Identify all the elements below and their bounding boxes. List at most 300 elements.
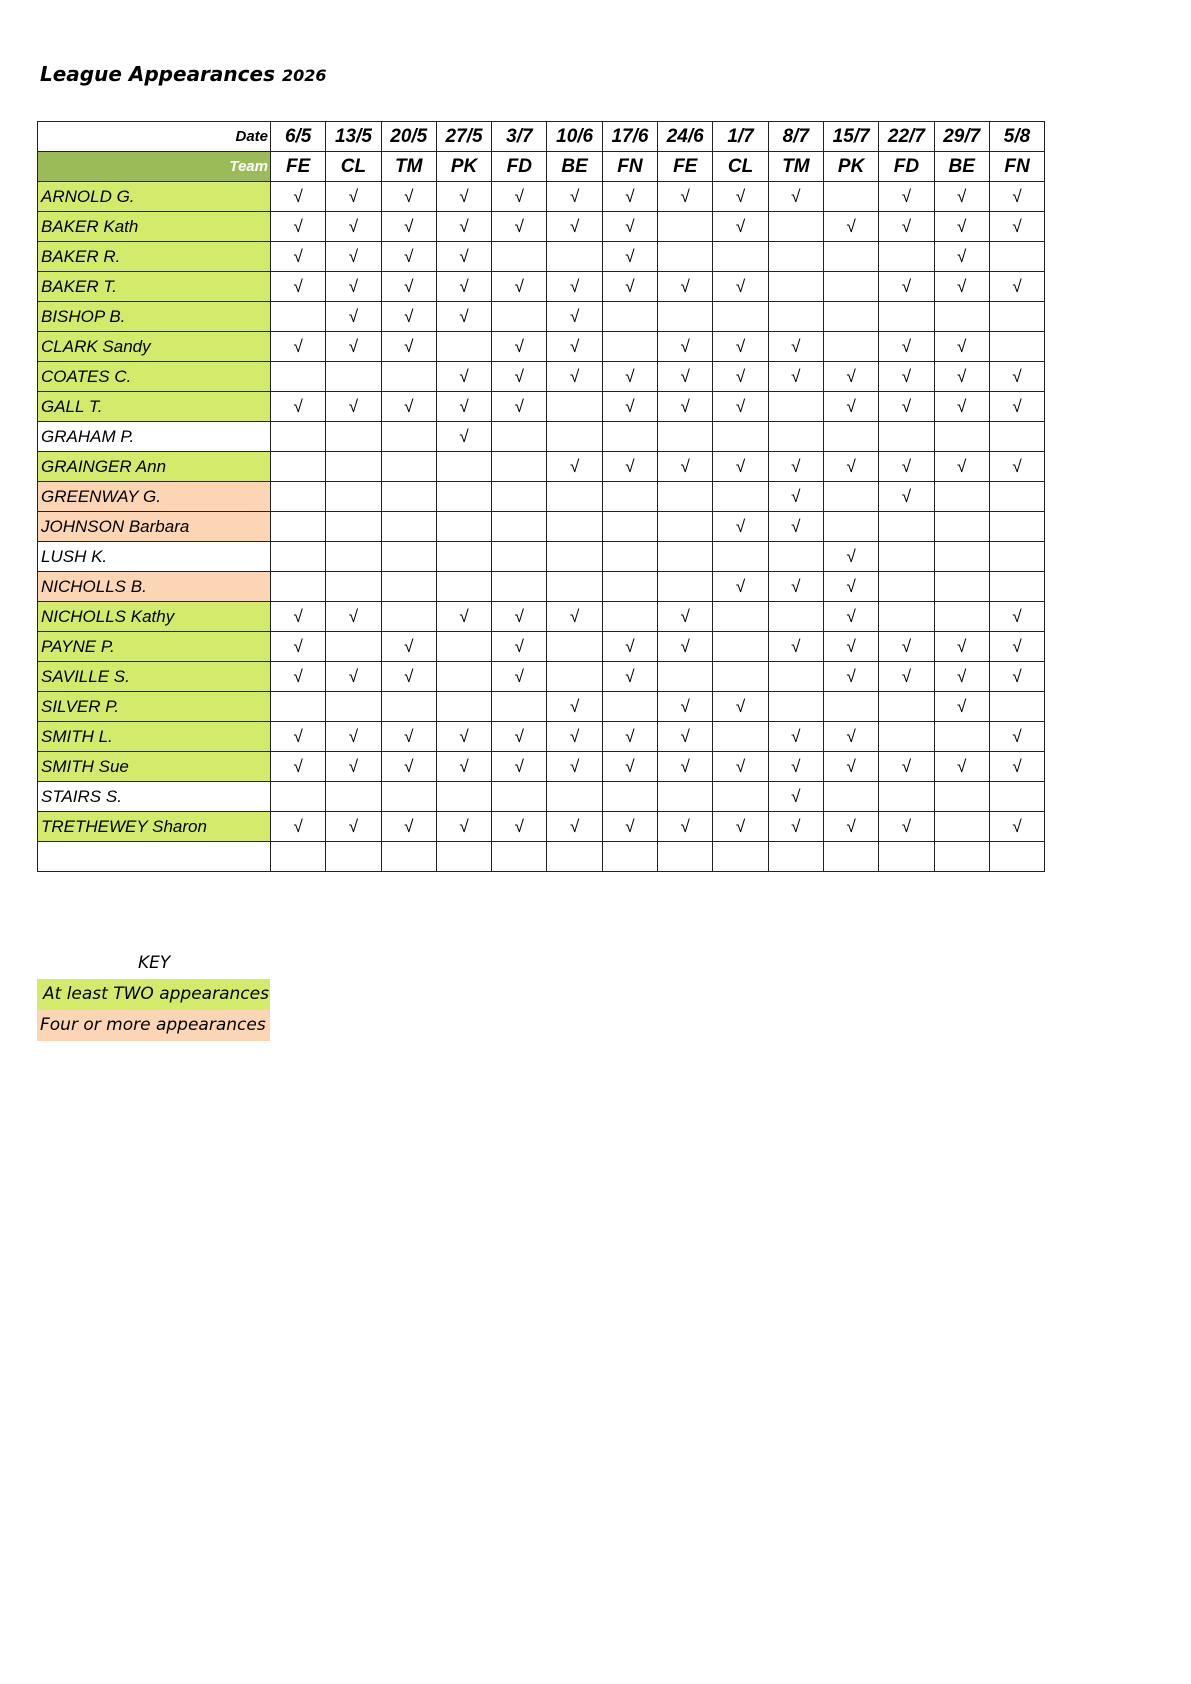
appearance-cell <box>713 782 768 812</box>
appearance-cell: √ <box>823 602 878 632</box>
appearance-cell <box>823 272 878 302</box>
appearance-cell: √ <box>934 242 989 272</box>
appearance-cell: √ <box>492 602 547 632</box>
appearance-cell <box>547 782 602 812</box>
appearance-cell <box>326 512 381 542</box>
appearance-cell: √ <box>492 182 547 212</box>
appearance-cell <box>326 842 381 872</box>
appearance-cell: √ <box>547 692 602 722</box>
appearance-cell: √ <box>326 752 381 782</box>
appearance-cell: √ <box>879 452 934 482</box>
appearance-cell <box>326 422 381 452</box>
appearance-cell <box>934 842 989 872</box>
appearance-cell: √ <box>547 362 602 392</box>
date-header: 1/7 <box>713 122 768 152</box>
appearance-cell: √ <box>713 812 768 842</box>
appearance-cell <box>602 542 657 572</box>
appearance-cell <box>381 602 436 632</box>
appearance-cell: √ <box>658 452 713 482</box>
appearance-cell <box>658 782 713 812</box>
player-name: STAIRS S. <box>38 782 271 812</box>
appearance-cell: √ <box>381 722 436 752</box>
appearance-cell <box>713 242 768 272</box>
appearance-cell <box>602 782 657 812</box>
date-label: Date <box>38 122 271 152</box>
player-name: BAKER R. <box>38 242 271 272</box>
player-name: GALL T. <box>38 392 271 422</box>
appearance-cell: √ <box>436 212 491 242</box>
appearance-cell <box>492 242 547 272</box>
appearance-cell <box>602 842 657 872</box>
appearance-cell <box>989 242 1044 272</box>
appearance-cell <box>879 782 934 812</box>
appearance-cell: √ <box>989 212 1044 242</box>
date-header: 29/7 <box>934 122 989 152</box>
appearance-cell: √ <box>602 722 657 752</box>
date-header: 6/5 <box>271 122 326 152</box>
appearance-cell: √ <box>934 752 989 782</box>
appearance-cell <box>989 572 1044 602</box>
appearance-cell <box>934 422 989 452</box>
appearance-cell <box>271 302 326 332</box>
appearance-cell <box>326 692 381 722</box>
appearance-cell <box>436 572 491 602</box>
appearance-cell <box>271 692 326 722</box>
appearance-cell <box>658 242 713 272</box>
table-row <box>38 752 1045 782</box>
appearance-cell: √ <box>271 242 326 272</box>
appearance-cell: √ <box>879 632 934 662</box>
table-row <box>38 332 1045 362</box>
appearance-cell <box>381 422 436 452</box>
appearance-cell <box>989 542 1044 572</box>
appearance-cell <box>658 482 713 512</box>
appearance-cell <box>492 302 547 332</box>
appearance-cell <box>934 512 989 542</box>
appearance-cell <box>879 842 934 872</box>
player-name: BAKER T. <box>38 272 271 302</box>
appearance-cell <box>547 842 602 872</box>
appearance-cell: √ <box>326 182 381 212</box>
appearance-cell: √ <box>381 302 436 332</box>
player-name: COATES C. <box>38 362 271 392</box>
appearance-cell: √ <box>492 332 547 362</box>
table-row <box>38 692 1045 722</box>
appearance-cell: √ <box>547 302 602 332</box>
appearance-cell: √ <box>492 212 547 242</box>
appearance-cell: √ <box>271 662 326 692</box>
appearance-cell <box>768 602 823 632</box>
appearance-cell: √ <box>934 632 989 662</box>
appearance-cell: √ <box>436 242 491 272</box>
appearance-cell <box>989 482 1044 512</box>
appearance-cell: √ <box>602 812 657 842</box>
appearance-cell: √ <box>989 722 1044 752</box>
appearance-cell: √ <box>547 182 602 212</box>
appearance-cell: √ <box>326 332 381 362</box>
appearance-cell: √ <box>713 452 768 482</box>
appearance-cell: √ <box>326 242 381 272</box>
appearance-cell <box>326 452 381 482</box>
appearance-cell: √ <box>326 212 381 242</box>
appearance-cell <box>713 602 768 632</box>
date-header: 8/7 <box>768 122 823 152</box>
appearance-cell: √ <box>989 812 1044 842</box>
appearance-cell <box>492 572 547 602</box>
appearance-cell: √ <box>436 392 491 422</box>
appearance-cell <box>381 542 436 572</box>
appearance-cell <box>381 782 436 812</box>
appearance-cell: √ <box>547 602 602 632</box>
appearance-cell <box>326 572 381 602</box>
appearance-cell <box>381 692 436 722</box>
table-row <box>38 182 1045 212</box>
appearance-cell: √ <box>381 632 436 662</box>
appearance-cell <box>989 692 1044 722</box>
appearance-cell <box>823 692 878 722</box>
appearance-cell: √ <box>879 332 934 362</box>
player-name <box>38 842 271 872</box>
appearance-cell: √ <box>436 272 491 302</box>
appearance-cell: √ <box>768 362 823 392</box>
appearance-cell: √ <box>271 332 326 362</box>
appearance-cell: √ <box>658 722 713 752</box>
appearance-cell: √ <box>326 272 381 302</box>
appearance-cell: √ <box>271 812 326 842</box>
appearance-cell: √ <box>271 182 326 212</box>
date-header: 3/7 <box>492 122 547 152</box>
appearance-cell <box>768 242 823 272</box>
table-row <box>38 842 1045 872</box>
appearance-cell: √ <box>547 332 602 362</box>
appearance-cell: √ <box>879 212 934 242</box>
appearance-cell: √ <box>547 752 602 782</box>
appearance-cell: √ <box>492 632 547 662</box>
season-year: 2026 <box>282 66 327 85</box>
appearance-cell: √ <box>436 722 491 752</box>
appearance-cell <box>823 482 878 512</box>
appearance-cell <box>547 392 602 422</box>
appearance-cell: √ <box>326 662 381 692</box>
appearance-cell: √ <box>713 692 768 722</box>
appearances-table <box>37 121 1045 872</box>
appearance-cell: √ <box>768 812 823 842</box>
appearance-cell <box>768 542 823 572</box>
page-title: League Appearances <box>40 62 275 86</box>
appearance-cell: √ <box>381 272 436 302</box>
appearance-cell <box>381 512 436 542</box>
appearance-cell <box>879 572 934 602</box>
date-header: 10/6 <box>547 122 602 152</box>
appearance-cell: √ <box>768 752 823 782</box>
appearance-cell <box>989 512 1044 542</box>
appearance-cell: √ <box>547 212 602 242</box>
appearance-cell: √ <box>713 212 768 242</box>
appearance-cell <box>271 572 326 602</box>
table-row <box>38 782 1045 812</box>
appearance-cell: √ <box>271 752 326 782</box>
appearance-cell: √ <box>436 302 491 332</box>
appearance-cell <box>492 692 547 722</box>
appearance-cell <box>823 512 878 542</box>
team-header: PK <box>823 152 878 182</box>
appearance-cell: √ <box>989 452 1044 482</box>
appearance-cell <box>934 782 989 812</box>
appearance-cell <box>271 782 326 812</box>
date-header: 5/8 <box>989 122 1044 152</box>
appearance-cell <box>879 542 934 572</box>
appearance-cell <box>326 482 381 512</box>
appearance-cell <box>768 422 823 452</box>
appearance-cell: √ <box>436 422 491 452</box>
appearance-cell: √ <box>989 182 1044 212</box>
table-row <box>38 572 1045 602</box>
appearance-cell <box>547 482 602 512</box>
team-header: TM <box>768 152 823 182</box>
appearance-cell <box>492 422 547 452</box>
appearance-cell: √ <box>658 332 713 362</box>
appearance-cell: √ <box>271 212 326 242</box>
team-header: BE <box>934 152 989 182</box>
appearance-cell <box>989 332 1044 362</box>
date-header-row <box>38 122 1045 152</box>
appearance-cell: √ <box>823 632 878 662</box>
appearance-cell <box>658 512 713 542</box>
appearance-cell: √ <box>989 272 1044 302</box>
appearance-cell <box>989 782 1044 812</box>
appearance-cell <box>492 842 547 872</box>
appearance-cell: √ <box>326 392 381 422</box>
appearance-cell: √ <box>768 782 823 812</box>
appearance-cell <box>602 332 657 362</box>
appearance-cell: √ <box>768 512 823 542</box>
team-header: PK <box>436 152 491 182</box>
team-header: TM <box>381 152 436 182</box>
date-header: 22/7 <box>879 122 934 152</box>
appearance-cell: √ <box>658 272 713 302</box>
appearance-cell <box>602 572 657 602</box>
appearance-cell <box>989 302 1044 332</box>
table-row <box>38 362 1045 392</box>
appearance-cell: √ <box>713 572 768 602</box>
appearance-cell <box>768 302 823 332</box>
player-name: GRAINGER Ann <box>38 452 271 482</box>
appearance-cell <box>934 542 989 572</box>
appearance-cell: √ <box>436 752 491 782</box>
appearance-cell <box>547 242 602 272</box>
appearance-cell: √ <box>492 362 547 392</box>
appearance-cell: √ <box>713 512 768 542</box>
appearance-cell: √ <box>326 812 381 842</box>
appearance-cell <box>547 422 602 452</box>
appearance-cell: √ <box>934 212 989 242</box>
appearance-cell: √ <box>823 662 878 692</box>
player-name: CLARK Sandy <box>38 332 271 362</box>
appearance-cell: √ <box>768 572 823 602</box>
appearance-cell <box>823 422 878 452</box>
appearance-cell <box>879 602 934 632</box>
appearance-cell: √ <box>326 602 381 632</box>
appearance-cell <box>658 212 713 242</box>
appearance-cell: √ <box>602 362 657 392</box>
appearance-cell: √ <box>381 812 436 842</box>
appearance-cell: √ <box>989 362 1044 392</box>
appearance-cell: √ <box>492 392 547 422</box>
team-header: FD <box>492 152 547 182</box>
appearance-cell: √ <box>823 722 878 752</box>
appearance-cell <box>326 362 381 392</box>
appearance-cell: √ <box>879 662 934 692</box>
appearance-cell <box>436 542 491 572</box>
appearance-cell: √ <box>436 602 491 632</box>
appearance-cell <box>879 692 934 722</box>
appearance-cell: √ <box>713 392 768 422</box>
appearance-cell <box>381 362 436 392</box>
appearance-cell: √ <box>713 332 768 362</box>
appearance-cell <box>271 362 326 392</box>
appearance-cell <box>879 422 934 452</box>
player-name: JOHNSON Barbara <box>38 512 271 542</box>
appearance-cell: √ <box>547 452 602 482</box>
appearance-cell: √ <box>602 392 657 422</box>
appearance-cell: √ <box>658 362 713 392</box>
appearance-cell: √ <box>768 332 823 362</box>
appearance-cell <box>658 422 713 452</box>
appearance-cell: √ <box>602 452 657 482</box>
appearance-cell <box>602 692 657 722</box>
appearance-cell: √ <box>492 272 547 302</box>
appearance-cell: √ <box>823 452 878 482</box>
appearance-cell: √ <box>602 662 657 692</box>
appearance-cell: √ <box>823 212 878 242</box>
appearance-cell <box>381 572 436 602</box>
appearance-cell <box>713 842 768 872</box>
appearance-cell <box>934 812 989 842</box>
appearance-cell <box>713 422 768 452</box>
appearance-cell: √ <box>436 182 491 212</box>
player-name: SMITH Sue <box>38 752 271 782</box>
appearance-cell <box>381 482 436 512</box>
appearance-cell <box>879 722 934 752</box>
player-name: GRAHAM P. <box>38 422 271 452</box>
appearance-cell <box>326 542 381 572</box>
appearance-cell: √ <box>658 602 713 632</box>
date-header: 24/6 <box>658 122 713 152</box>
appearance-cell <box>271 542 326 572</box>
appearance-cell: √ <box>713 752 768 782</box>
appearance-cell: √ <box>934 392 989 422</box>
appearance-cell: √ <box>934 662 989 692</box>
player-name: NICHOLLS B. <box>38 572 271 602</box>
appearance-cell: √ <box>271 722 326 752</box>
appearance-cell: √ <box>879 182 934 212</box>
appearance-cell <box>436 632 491 662</box>
table-row <box>38 602 1045 632</box>
team-header: FE <box>271 152 326 182</box>
appearance-cell: √ <box>602 182 657 212</box>
appearance-cell: √ <box>381 212 436 242</box>
appearance-cell <box>768 662 823 692</box>
appearance-cell <box>436 332 491 362</box>
table-row <box>38 392 1045 422</box>
appearance-cell: √ <box>768 452 823 482</box>
appearance-cell <box>492 782 547 812</box>
appearance-cell <box>326 782 381 812</box>
appearance-cell: √ <box>713 182 768 212</box>
appearance-cell <box>823 332 878 362</box>
appearance-cell <box>658 302 713 332</box>
appearance-cell <box>436 452 491 482</box>
table-row <box>38 272 1045 302</box>
appearance-cell <box>547 662 602 692</box>
appearance-cell <box>989 422 1044 452</box>
appearance-cell <box>823 242 878 272</box>
appearance-cell <box>602 422 657 452</box>
table-row <box>38 242 1045 272</box>
appearance-cell: √ <box>823 572 878 602</box>
appearance-cell: √ <box>989 392 1044 422</box>
appearance-cell <box>602 482 657 512</box>
table-row <box>38 812 1045 842</box>
appearance-cell: √ <box>326 722 381 752</box>
appearance-cell <box>934 302 989 332</box>
table-row <box>38 452 1045 482</box>
appearance-cell: √ <box>823 542 878 572</box>
appearance-cell: √ <box>934 272 989 302</box>
appearance-cell: √ <box>381 752 436 782</box>
appearance-cell: √ <box>492 812 547 842</box>
team-label: Team <box>38 152 271 182</box>
player-name: TRETHEWEY Sharon <box>38 812 271 842</box>
appearance-cell <box>436 482 491 512</box>
appearance-cell <box>823 842 878 872</box>
appearance-cell: √ <box>381 332 436 362</box>
player-name: GREENWAY G. <box>38 482 271 512</box>
appearance-cell: √ <box>436 812 491 842</box>
appearance-cell <box>381 842 436 872</box>
appearance-cell: √ <box>547 272 602 302</box>
player-name: NICHOLLS Kathy <box>38 602 271 632</box>
appearance-cell: √ <box>271 632 326 662</box>
appearance-cell: √ <box>879 362 934 392</box>
appearance-cell <box>381 452 436 482</box>
appearance-cell <box>547 542 602 572</box>
appearance-cell <box>713 632 768 662</box>
appearance-cell: √ <box>879 392 934 422</box>
appearance-cell <box>436 842 491 872</box>
appearance-cell <box>879 302 934 332</box>
appearance-cell <box>713 302 768 332</box>
appearance-cell: √ <box>879 272 934 302</box>
appearance-cell <box>492 452 547 482</box>
appearance-cell <box>713 542 768 572</box>
appearance-cell: √ <box>823 392 878 422</box>
team-header: CL <box>713 152 768 182</box>
table-row <box>38 722 1045 752</box>
appearance-cell: √ <box>713 362 768 392</box>
appearance-cell <box>989 842 1044 872</box>
team-header: FN <box>989 152 1044 182</box>
appearance-cell <box>823 782 878 812</box>
appearance-cell: √ <box>934 182 989 212</box>
appearance-cell <box>658 542 713 572</box>
appearance-cell: √ <box>934 452 989 482</box>
appearance-cell: √ <box>658 392 713 422</box>
player-name: SILVER P. <box>38 692 271 722</box>
appearance-cell: √ <box>492 752 547 782</box>
player-name: PAYNE P. <box>38 632 271 662</box>
appearance-cell: √ <box>271 272 326 302</box>
